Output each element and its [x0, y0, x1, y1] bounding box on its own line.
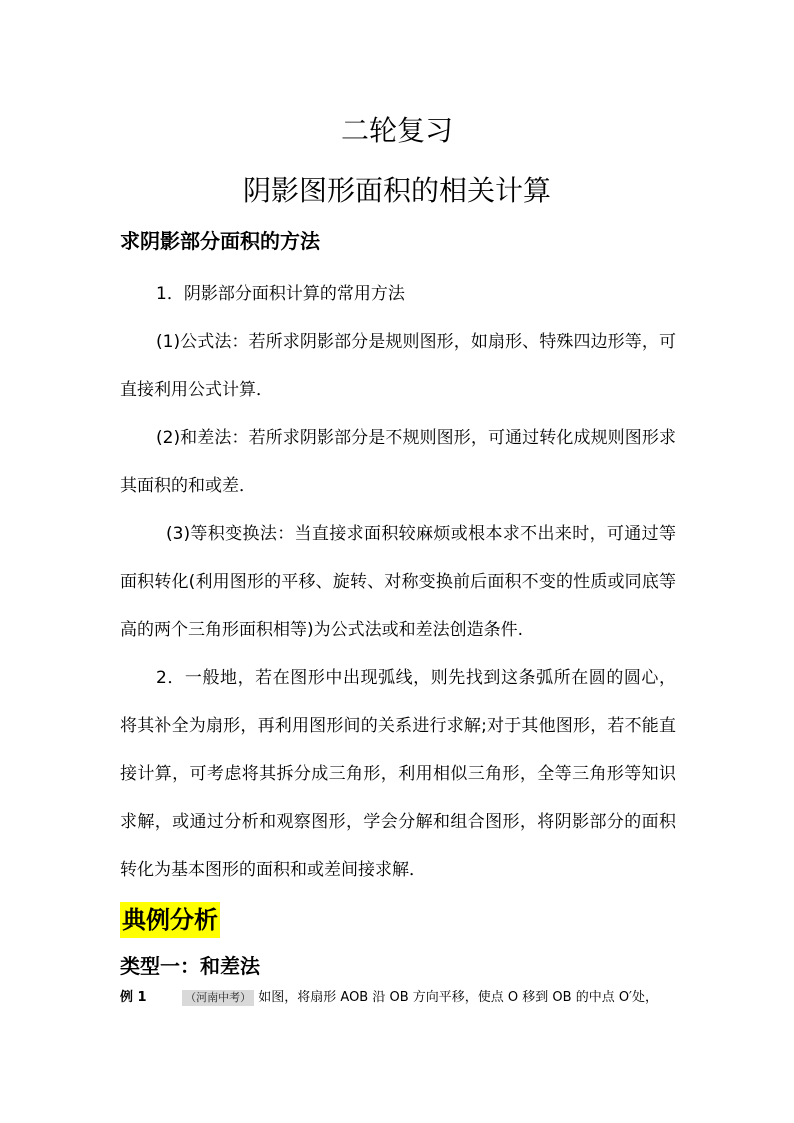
- example-text: 如图，将扇形 AOB 沿 OB 方向平移，使点 O 移到 OB 的中点 O′处，: [258, 990, 659, 1005]
- example-analysis-heading: 典例分析: [120, 902, 220, 938]
- type-one-heading: 类型一：和差法: [120, 954, 260, 978]
- document-title: 二轮复习: [340, 114, 453, 147]
- paragraph-sum-difference-method: (2)和差法：若所求阴影部分是不规则图形，可通过转化成规则图形求其面积的和或差．: [120, 428, 676, 496]
- section-heading: 求阴影部分面积的方法: [120, 229, 320, 253]
- paragraph-methods-intro: 1．阴影部分面积计算的常用方法: [156, 284, 405, 304]
- paragraph-arc-guidance: 2．一般地，若在图形中出现弧线，则先找到这条弧所在圆的圆心，将其补全为扇形，再利用图形间的关系进行求解;对于其他图形，若不能直接计算，可考虑将其拆分成三角形，利用相似三角形，全等三角形等知识求解，或通过分析和观察图形，学会分解和组合图形，将阴影部分的面积转化为基本图形的面积和或差间接求解．: [120, 668, 676, 880]
- example-label: 例 1: [120, 990, 147, 1005]
- paragraph-equal-area-method: (3)等积变换法：当直接求面积较麻烦或根本求不出来时，可通过等面积转化(利用图形的平移、旋转、对称变换前后面积不变的性质或同底等高的两个三角形面积相等)为公式法或和差法创造条件.: [120, 524, 676, 640]
- document-subtitle: 阴影图形面积的相关计算: [242, 174, 551, 207]
- paragraph-formula-method: (1)公式法：若所求阴影部分是规则图形，如扇形、特殊四边形等，可直接利用公式计算．: [120, 332, 676, 400]
- example-one: [120, 988, 680, 1008]
- source-badge: （河南中考）: [182, 990, 254, 1006]
